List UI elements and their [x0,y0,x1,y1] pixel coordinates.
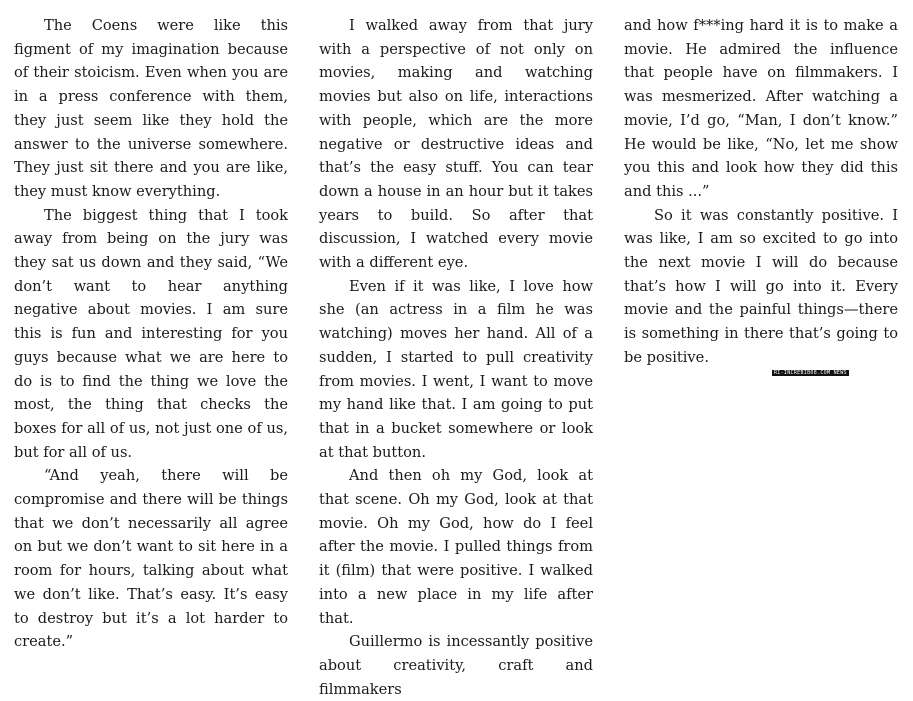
paragraph: “And yeah, there will be compromise and there will be things that we don’t necessarily all agree on but we don’t want to sit here in a room for hours, talking about what we don’t like. That’s easy. It’s easy to destroy but it’s a lot harder to create.” [14,467,288,651]
source-watermark: RI-INCREBIB08.COM NEWS [774,369,847,376]
paragraph: The Coens were like this figment of my imagination because of their stoicism. Even when you are in a press conference with them, they just seem like they hold the answer to the universe somewhere. They just sit there and you are like, they must know everything. [14,17,288,200]
paragraph: Even if it was like, I love how she (an actress in a film he was watching) moves her hand. All of a sudden, I started to pull creativity from movies. I went, I want to move my hand like that. I am going to put that in a bucket somewhere or look at that button. [319,277,593,461]
paragraph: I walked away from that jury with a perspective of not only on movies, making and watching movies but also on life, interactions with people, which are the more negative or destructive ideas and that’s the easy stuff. You can tear down a house in an hour but it takes years to build. So after that discussion, I watched every movie with a different eye. [319,17,593,272]
paragraph: So it was constantly positive. I was like, I am so excited to go into the next movie I will do because that’s how I will go into it. Every movie and the painful things—there is something in there that’s going to be positive. [624,206,898,366]
text-column-1 [14,14,288,654]
text-column-2 [319,14,593,701]
paragraph: Guillermo is incessantly positive about creativity, craft and filmmakers [319,633,593,698]
text-column-3 [624,14,898,393]
paragraph-continuation: and how f***ing hard it is to make a movie. He admired the influence that people have on filmmakers. I was mesmerized. After watching a movie, I’d go, “Man, I don’t know.” He would be like, “No, let me show you this and look how they did this and this ...” [624,17,898,200]
paragraph: The biggest thing that I took away from being on the jury was they sat us down and they said, “We don’t want to hear anything negative about movies. I am sure this is fun and interesting for you guys because what we are here to do is to find the thing we love the most, the thing that checks the boxes for all of us, not just one of us, but for all of us. [14,206,288,461]
paragraph: And then oh my God, look at that scene. Oh my God, look at that movie. Oh my God, how do I feel after the movie. I pulled things from it (film) that were positive. I walked into a new place in my life after that. [319,467,593,627]
